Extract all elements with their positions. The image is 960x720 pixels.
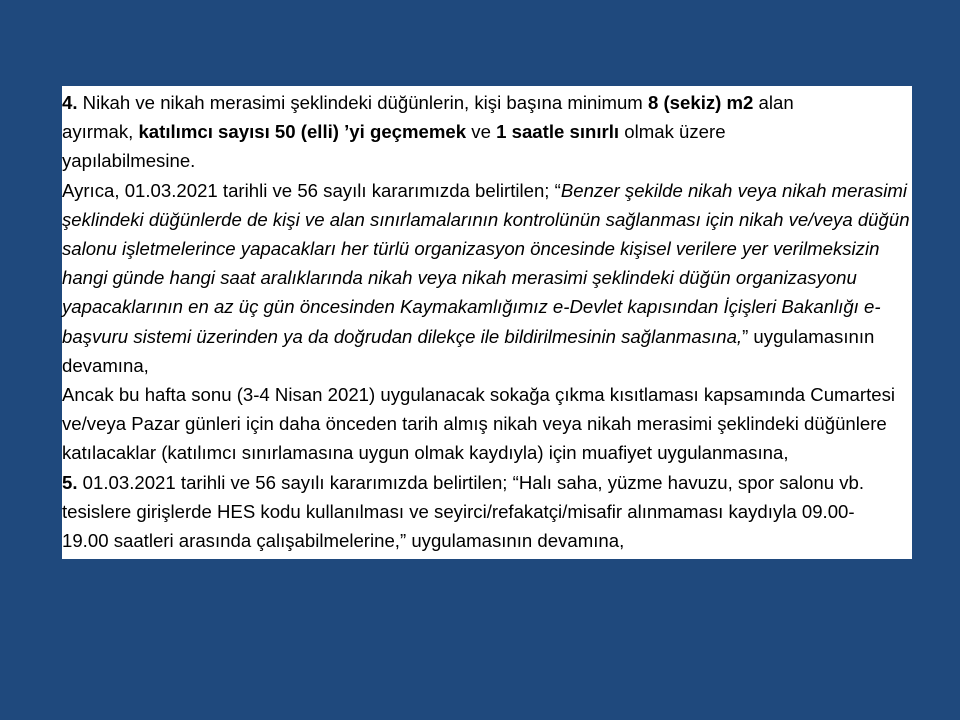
item-4-text-1: Nikah ve nikah merasimi şeklindeki düğünlerin, kişi başına minimum [77,92,648,113]
ayrica-suffix: ” uygulamasının devamına, [62,325,875,376]
ayrica-quote: Benzer şekilde nikah veya nikah merasimi şeklindeki düğünlerde de kişi ve alan sınırlamalarının kontrolünün sağlanması için nikah ve/veya düğün salonu işletmelerince yapacakları her türlü organizasyon öncesinde kişisel verilere yer verilmeksizin hangi günde hangi saat aralıklarında nikah veya nikah merasimi şeklindeki düğün organizasyonu yapacaklarının en az üç gün öncesinden Kaymakamlığımız e-Devlet kapısından İçişleri Bakanlığı e-başvuru sistemi üzerinden ya da doğrudan dilekçe ile bildirilmesinin sağlanmasına, [62,179,910,347]
item-5-text: 01.03.2021 tarihli ve 56 sayılı kararımızda belirtilen; “Halı saha, yüzme havuzu, spor salonu vb. tesislere girişlerde HES kodu kullanılması ve seyirci/refakatçi/misafir alınmaması kaydıyla 09.00-19.00 saatleri arasında çalışabilmelerine,” uygulamasının devamına, [62,471,865,552]
item-4-time-rule: 1 saatle sınırlı [496,121,620,143]
paragraph-ancak: Ancak bu hafta sonu (3-4 Nisan 2021) uygulanacak sokağa çıkma kısıtlaması kapsamında Cumartesi ve/veya Pazar günleri için daha önceden tarih almış nikah veya nikah merasimi şeklindeki düğünlere katılacaklar (katılımcı sınırlamasına uygun olmak kaydıyla) için muafiyet uygulanmasına, [62,384,896,464]
item-4-area-rule: 8 (sekiz) m2 [647,92,754,113]
paragraph-item-4 [62,88,862,176]
item-4-text-4: olmak üzere yapılabilmesine. [62,121,726,172]
paragraph-item-5 [62,468,892,556]
item-4-number: 4. [62,92,78,113]
item-4-text-2: alan ayırmak, [62,92,794,143]
item-4-text-3: ve [466,121,497,143]
item-5-number: 5. [62,471,78,493]
item-4-participant-rule: katılımcı sayısı 50 (elli) ’yi geçmemek [138,121,467,143]
ayrica-prefix: Ayrıca, 01.03.2021 tarihli ve 56 sayılı kararımızda belirtilen; “ [62,179,561,201]
text-box [62,86,912,559]
paragraph-ayrica [62,176,912,380]
